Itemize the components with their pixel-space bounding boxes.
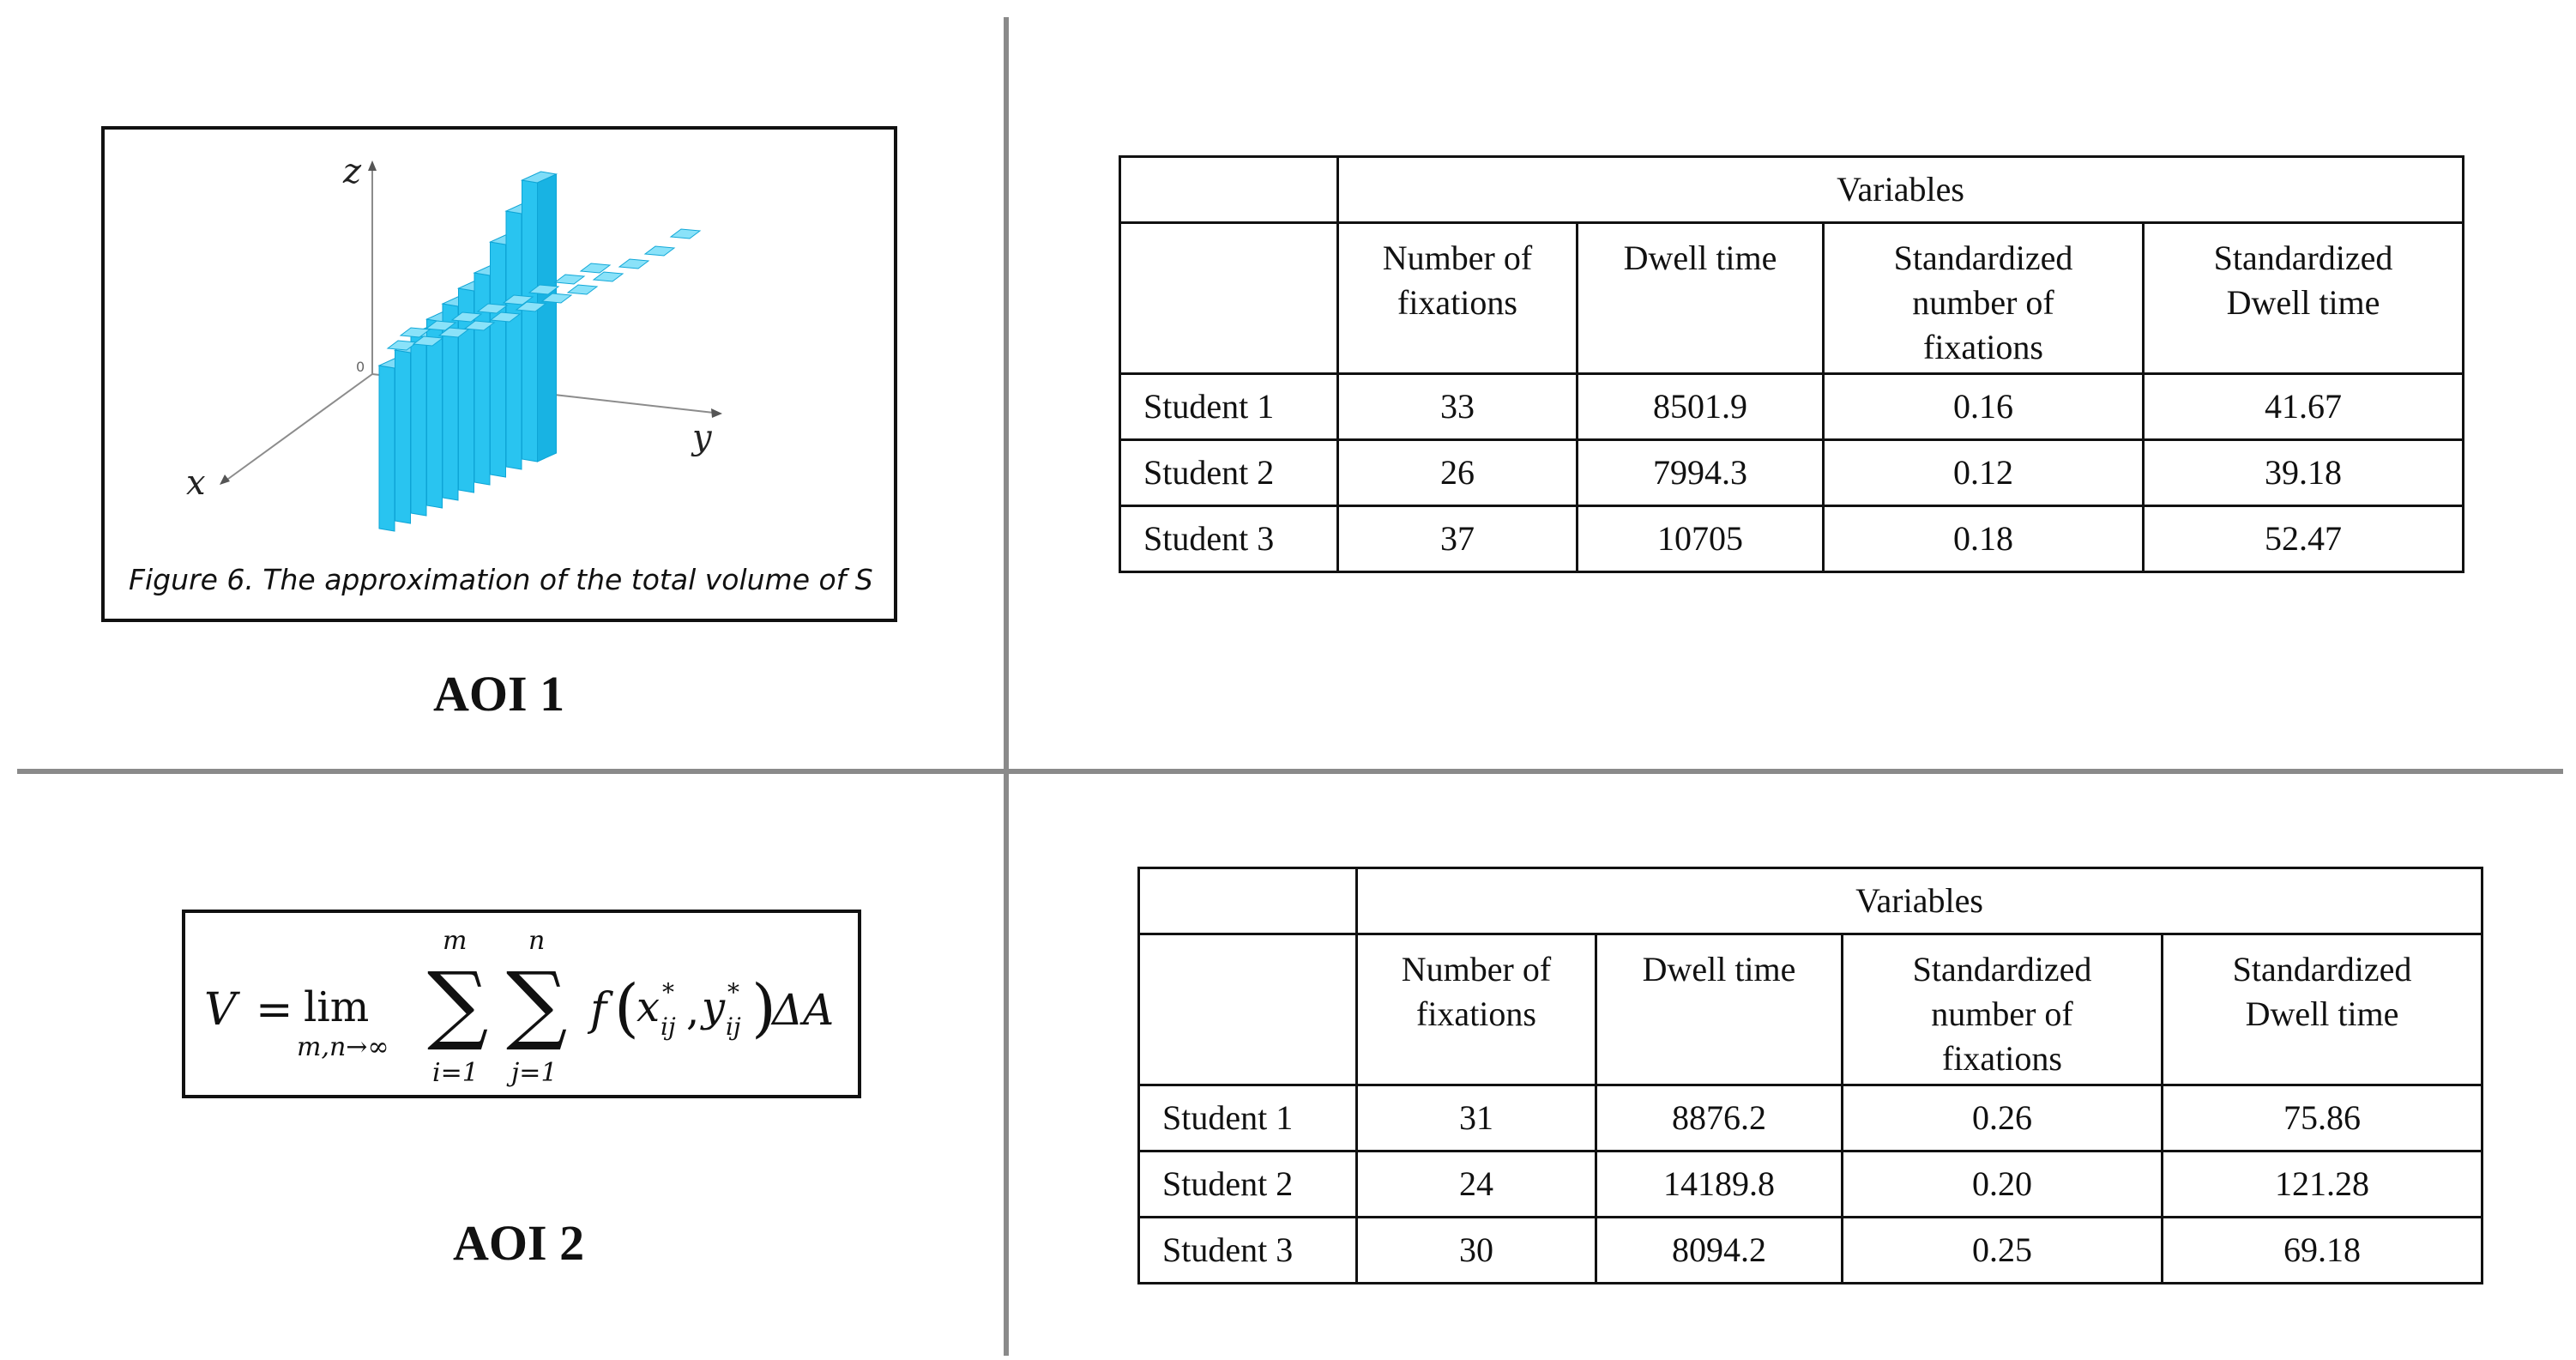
volume-column xyxy=(379,366,395,531)
volume-bars xyxy=(379,172,700,531)
volume-column xyxy=(506,211,522,469)
table-row xyxy=(1139,1218,2482,1284)
column-header: Standardized Dwell time xyxy=(2163,934,2482,1085)
volume-column xyxy=(491,242,506,477)
volume-formula xyxy=(185,913,858,1095)
column-header: Dwell time xyxy=(1596,934,1843,1085)
table-cell: 31 xyxy=(1357,1085,1596,1151)
table-cell: 39.18 xyxy=(2144,440,2464,506)
sum2-lower: j=1 xyxy=(511,1058,558,1088)
table-row xyxy=(1120,506,2464,572)
horizontal-divider xyxy=(17,769,2563,774)
volume-step-block xyxy=(555,275,584,284)
volume-column xyxy=(522,180,538,462)
volume-step-block xyxy=(645,246,674,256)
sum1-upper: m xyxy=(443,926,468,956)
group-header: Variables xyxy=(1357,868,2482,934)
table-cell: 0.25 xyxy=(1843,1218,2163,1284)
sum2-sigma: ∑ xyxy=(506,953,568,1054)
volume-column xyxy=(395,350,411,523)
formula-x: x xyxy=(636,983,661,1031)
origin-label: 0 xyxy=(356,359,365,375)
table-cell: 0.12 xyxy=(1824,440,2144,506)
row-label: Student 2 xyxy=(1120,440,1338,506)
row-label: Student 3 xyxy=(1139,1218,1357,1284)
table-cell: 41.67 xyxy=(2144,374,2464,440)
aoi-2-label: AOI 2 xyxy=(453,1215,585,1271)
close-paren: ) xyxy=(751,971,776,1045)
table-cell: 0.16 xyxy=(1824,374,2144,440)
sum1-lower: i=1 xyxy=(432,1058,479,1088)
table-cell: 52.47 xyxy=(2144,506,2464,572)
vertical-divider xyxy=(1004,17,1009,1356)
volume-step-block xyxy=(671,229,700,239)
z-axis-arrow xyxy=(368,160,377,171)
formula-equals: = xyxy=(256,984,293,1036)
table-cell: 37 xyxy=(1338,506,1578,572)
sum1-sigma: ∑ xyxy=(427,953,489,1054)
table-cell: 7994.3 xyxy=(1578,440,1824,506)
aoi-1-table xyxy=(1119,155,2464,573)
column-header: Number of fixations xyxy=(1357,934,1596,1085)
open-paren: ( xyxy=(614,971,639,1045)
formula-x-subscript: ij xyxy=(661,1012,676,1041)
empty-header-cell xyxy=(1120,157,1338,223)
column-header: Standardized Dwell time xyxy=(2144,223,2464,374)
table-cell: 30 xyxy=(1357,1218,1596,1284)
table-cell: 0.26 xyxy=(1843,1085,2163,1151)
column-header: Number of fixations xyxy=(1338,223,1578,374)
table-cell: 121.28 xyxy=(2163,1151,2482,1218)
formula-lim-subscript: m,n→∞ xyxy=(297,1032,389,1062)
volume-step-block xyxy=(581,263,610,273)
table-cell: 8876.2 xyxy=(1596,1085,1843,1151)
volume-step-block xyxy=(568,285,597,294)
volume-plot xyxy=(105,130,894,619)
volume-column xyxy=(427,319,443,508)
table-cell: 0.18 xyxy=(1824,506,2144,572)
y-axis-arrow xyxy=(711,408,722,418)
formula-v: V xyxy=(204,984,237,1036)
z-axis-label: z xyxy=(343,152,362,191)
volume-figure xyxy=(101,126,897,622)
table-row xyxy=(1120,374,2464,440)
formula-lim: lim xyxy=(304,983,370,1031)
formula-box xyxy=(182,910,861,1098)
table-cell: 8094.2 xyxy=(1596,1218,1843,1284)
row-label: Student 2 xyxy=(1139,1151,1357,1218)
x-axis-line xyxy=(225,374,372,481)
group-header: Variables xyxy=(1338,157,2464,223)
formula-delta-a: ΔA xyxy=(772,985,835,1035)
figure-caption: Figure 6. The approximation of the total volume of S xyxy=(129,563,873,596)
table-cell: 33 xyxy=(1338,374,1578,440)
volume-side-face xyxy=(538,174,557,462)
volume-step-block xyxy=(619,259,649,269)
table-cell: 8501.9 xyxy=(1578,374,1824,440)
row-label: Student 1 xyxy=(1139,1085,1357,1151)
table-cell: 24 xyxy=(1357,1151,1596,1218)
volume-column xyxy=(411,335,426,516)
table-row xyxy=(1139,1085,2482,1151)
y-axis-label: y xyxy=(692,418,712,457)
column-header: Standardized number of fixations xyxy=(1843,934,2163,1085)
aoi-1-label: AOI 1 xyxy=(433,666,565,722)
formula-comma: , xyxy=(686,987,700,1035)
formula-y-subscript: ij xyxy=(726,1012,741,1041)
formula-f: f xyxy=(590,984,607,1036)
formula-y-star: * xyxy=(727,978,739,1006)
volume-step-block xyxy=(594,272,623,281)
table-cell: 69.18 xyxy=(2163,1218,2482,1284)
table-cell: 0.20 xyxy=(1843,1151,2163,1218)
table-row xyxy=(1139,1151,2482,1218)
formula-x-star: * xyxy=(662,978,674,1006)
formula-y: y xyxy=(702,983,726,1031)
aoi-2-table xyxy=(1137,867,2483,1284)
table-cell: 10705 xyxy=(1578,506,1824,572)
column-header: Dwell time xyxy=(1578,223,1824,374)
sum2-upper: n xyxy=(528,926,546,956)
table-cell: 26 xyxy=(1338,440,1578,506)
x-axis-label: x xyxy=(186,463,206,503)
empty-header-cell xyxy=(1120,223,1338,374)
row-label: Student 3 xyxy=(1120,506,1338,572)
empty-header-cell xyxy=(1139,868,1357,934)
table-cell: 75.86 xyxy=(2163,1085,2482,1151)
x-axis-arrow xyxy=(220,474,230,485)
table-row xyxy=(1120,440,2464,506)
column-header: Standardized number of fixations xyxy=(1824,223,2144,374)
empty-header-cell xyxy=(1139,934,1357,1085)
table-cell: 14189.8 xyxy=(1596,1151,1843,1218)
row-label: Student 1 xyxy=(1120,374,1338,440)
